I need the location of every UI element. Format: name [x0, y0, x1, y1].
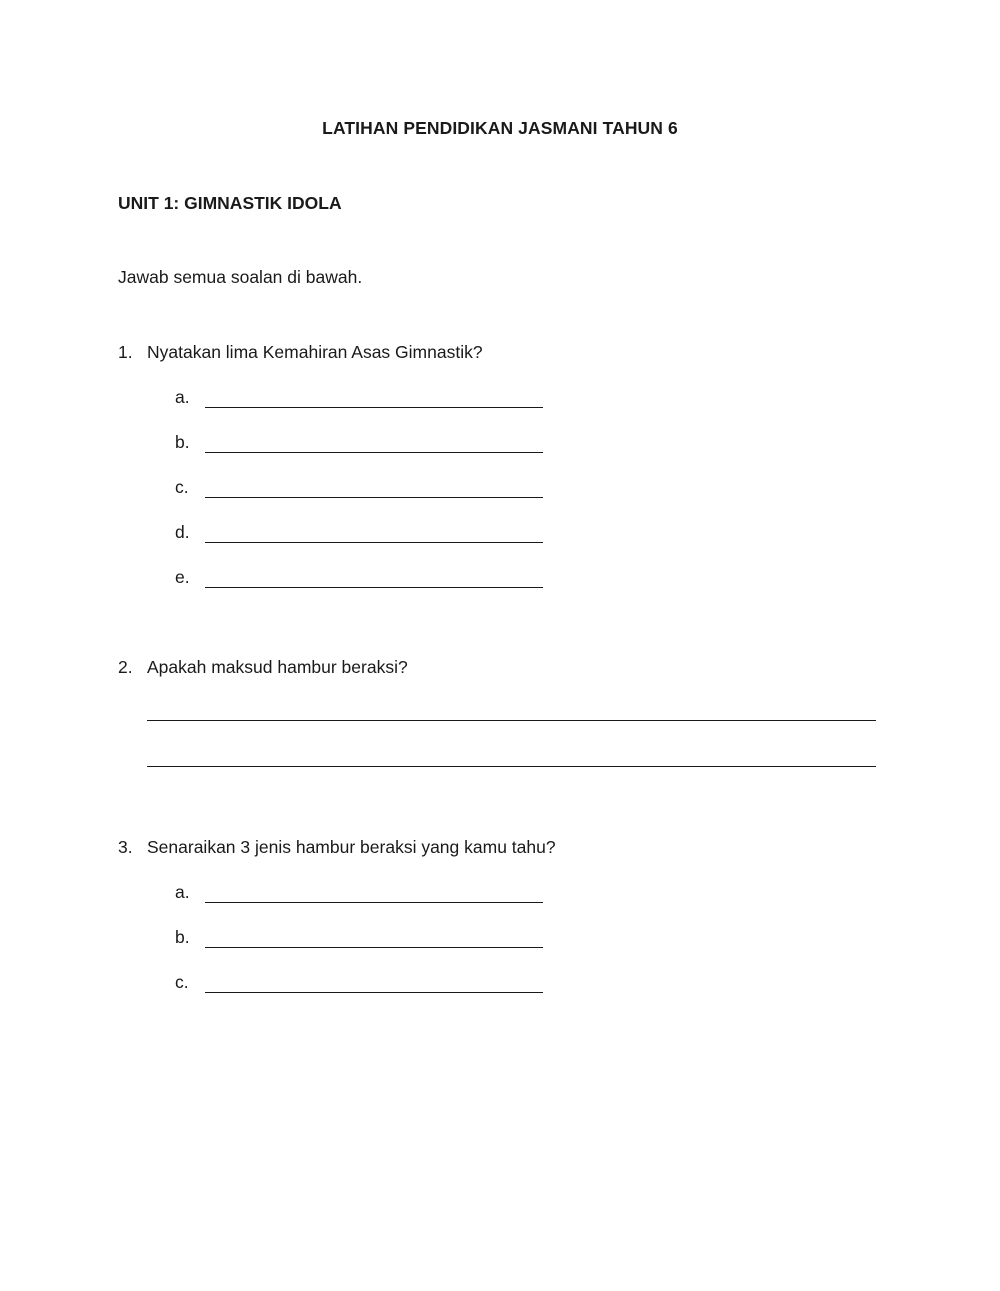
question-number: 3.: [118, 837, 133, 857]
answer-letter: a.: [175, 387, 190, 407]
question-text: Apakah maksud hambur beraksi?: [147, 657, 408, 677]
answer-blank[interactable]: [205, 497, 543, 498]
unit-heading: UNIT 1: GIMNASTIK IDOLA: [118, 193, 342, 213]
question-number: 2.: [118, 657, 133, 677]
answer-blank[interactable]: [205, 947, 543, 948]
answer-line-2a[interactable]: [147, 720, 876, 721]
answer-letter: c.: [175, 477, 189, 497]
answer-letter: c.: [175, 972, 189, 992]
answer-letter: d.: [175, 522, 190, 542]
answer-line-2b[interactable]: [147, 766, 876, 767]
answer-letter: b.: [175, 432, 190, 452]
instruction-text: Jawab semua soalan di bawah.: [118, 267, 363, 287]
answer-blank[interactable]: [205, 587, 543, 588]
answer-blank[interactable]: [205, 902, 543, 903]
question-number: 1.: [118, 342, 133, 362]
question-text: Nyatakan lima Kemahiran Asas Gimnastik?: [147, 342, 483, 362]
question-text: Senaraikan 3 jenis hambur beraksi yang kamu tahu?: [147, 837, 556, 857]
answer-letter: a.: [175, 882, 190, 902]
answer-letter: e.: [175, 567, 190, 587]
answer-blank[interactable]: [205, 542, 543, 543]
question-2: [118, 657, 408, 678]
answer-blank[interactable]: [205, 452, 543, 453]
answer-blank[interactable]: [205, 407, 543, 408]
page-title: LATIHAN PENDIDIKAN JASMANI TAHUN 6: [322, 118, 678, 138]
answer-letter: b.: [175, 927, 190, 947]
answer-blank[interactable]: [205, 992, 543, 993]
question-3: [118, 837, 556, 858]
question-1: [118, 342, 483, 363]
